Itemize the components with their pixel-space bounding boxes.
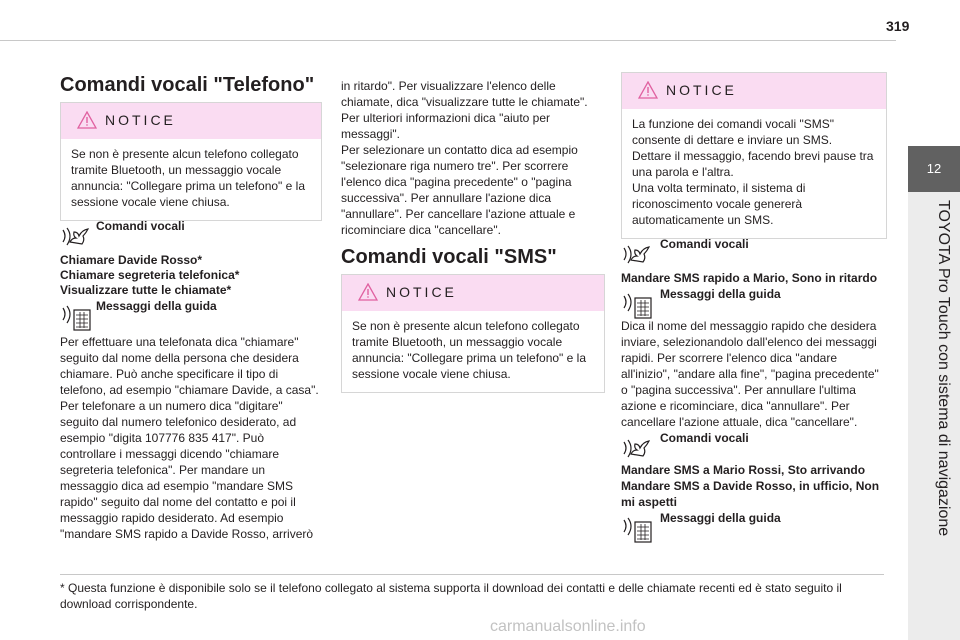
- notice-text: La funzione dei comandi vocali "SMS" consente di dettare e inviare un SMS. Dettare il messaggio, facendo brevi pause tra una parola e l'altra. Una volta terminato, il sistema di riconoscimento vocale genererà automaticamente un SMS.: [632, 117, 874, 227]
- page-number: 319: [886, 18, 910, 34]
- guide-messages-icon: [60, 300, 92, 332]
- section-title-sms: Comandi vocali "SMS": [341, 246, 557, 268]
- voice-commands-label: Comandi vocali: [96, 219, 185, 233]
- voice-commands-label: Comandi vocali: [660, 431, 749, 445]
- command-item: Visualizzare tutte le chiamate*: [60, 283, 232, 297]
- warning-icon: [358, 283, 378, 301]
- header-divider: [0, 40, 896, 41]
- voice-command-icon: [60, 222, 90, 248]
- chapter-tab[interactable]: 12: [908, 146, 960, 192]
- notice-box-sms-dictation: [621, 72, 887, 239]
- notice-box-sms: [341, 274, 605, 393]
- body-paragraph: Dica il nome del messaggio rapido che desidera inviare, selezionandolo dall'elenco dei messaggi rapidi. Per scorrere l'elenco dica "andare all'inizio", "andare alla fine", "pagina precedente" o "pagina successiva". Per annullare l'ultima azione e ricominciare, dica "annullare". Per cancellare l'azione attuale, dica "cancellare".: [621, 319, 879, 429]
- body-paragraph: Per effettuare una telefonata dica "chiamare" seguito dal nome della persona che desidera chiamare. Può anche specificare il tipo di telefono, ad esempio "chiamare Davide, a casa". Per telefonare a un numero dica "digitare" seguito dal numero telefonico desiderato, ad esempio "digita 107776 835 417". Può controllare i messaggi dicendo "chiamare segreteria telefonica". Per mandare un messaggio dica ad esempio "mandare SMS rapido" seguito dal nome del contatto e poi il messaggio rapido desiderato. Ad esempio "mandare SMS rapido a Davide Rosso, arriverò: [60, 335, 319, 541]
- guide-messages-icon: [621, 288, 653, 320]
- notice-text: Se non è presente alcun telefono collegato tramite Bluetooth, un messaggio vocale annuncia: "Collegare prima un telefono" e la sessione vocale viene chiusa.: [71, 147, 305, 209]
- command-item: Chiamare segreteria telefonica*: [60, 268, 240, 282]
- notice-label: NOTICE: [105, 112, 176, 128]
- command-item: Mandare SMS rapido a Mario, Sono in ritardo: [621, 271, 878, 285]
- warning-icon: [638, 81, 658, 99]
- command-item: Mandare SMS a Davide Rosso, in ufficio, Non mi aspetti: [621, 479, 880, 509]
- command-item: Chiamare Davide Rosso*: [60, 253, 203, 267]
- voice-command-icon: [621, 240, 651, 266]
- footnote: * Questa funzione è disponibile solo se il telefono collegato al sistema supporta il download dei contatti e delle chiamate recenti ed è stato seguito il download corrispondente.: [60, 581, 842, 611]
- body-paragraph: in ritardo". Per visualizzare l'elenco delle chiamate, dica "visualizzare tutte le chiamate". Per ulteriori informazioni dica "aiuto per messaggi". Per selezionare un contatto dica ad esempio "selezionare riga numero tre". Per scorrere l'elenco dica "pagina precedente" o "pagina successiva". Per annullare l'azione dica "annullare". Per cancellare l'azione attuale e ricominciare dica "cancellare".: [341, 79, 588, 237]
- watermark: carmanualsonline.info: [490, 618, 646, 635]
- guide-messages-icon: [621, 512, 653, 544]
- notice-text: Se non è presente alcun telefono collegato tramite Bluetooth, un messaggio vocale annuncia: "Collegare prima un telefono" e la sessione vocale viene chiusa.: [352, 319, 586, 381]
- guide-messages-label: Messaggi della guida: [660, 511, 781, 525]
- warning-icon: [77, 111, 97, 129]
- notice-box-telefono: [60, 102, 322, 221]
- section-title-telefono: Comandi vocali "Telefono": [60, 74, 315, 96]
- guide-messages-label: Messaggi della guida: [96, 299, 217, 313]
- footnote-divider: [60, 574, 884, 575]
- voice-commands-label: Comandi vocali: [660, 237, 749, 251]
- notice-label: NOTICE: [666, 82, 737, 98]
- guide-messages-label: Messaggi della guida: [660, 287, 781, 301]
- chapter-title: TOYOTA Pro Touch con sistema di navigazione: [935, 200, 952, 537]
- command-item: Mandare SMS a Mario Rossi, Sto arrivando: [621, 463, 866, 477]
- voice-command-icon: [621, 434, 651, 460]
- notice-label: NOTICE: [386, 284, 457, 300]
